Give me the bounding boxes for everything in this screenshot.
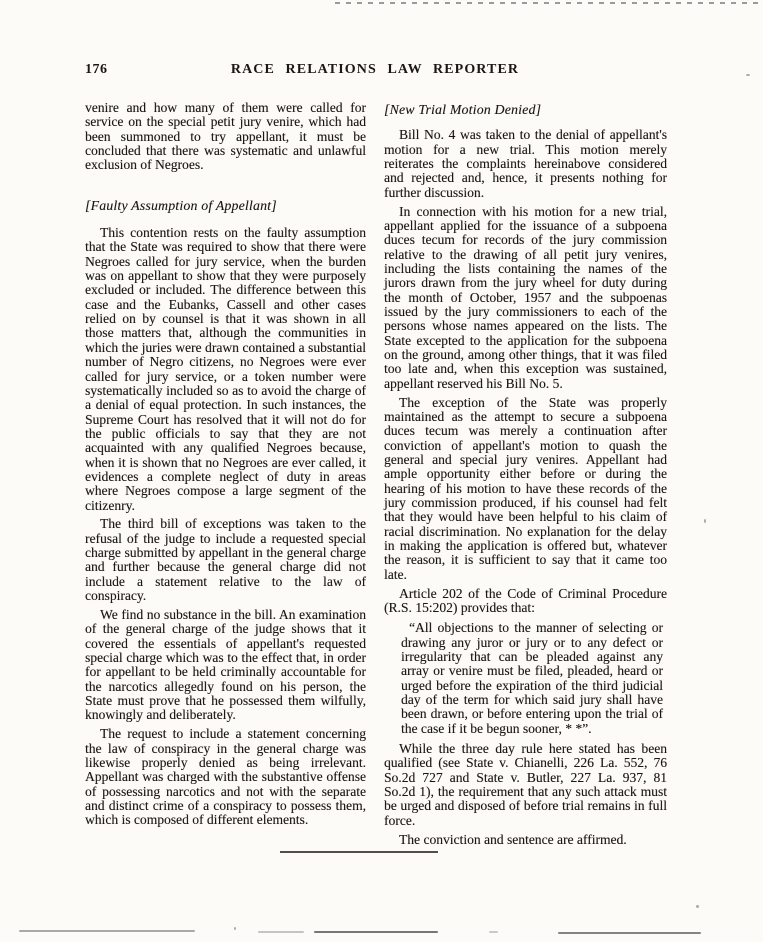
body-paragraph: The request to include a statement concerning the law of conspiracy in the general charge was likewise properly denied as being irrelevant. Appellant was charged with the substantive offense of possessing narcotics and not with the separate and distinct crime of a conspiracy to possess them, which is composed of different elements. — [85, 726, 366, 828]
two-column-body — [85, 101, 667, 851]
scan-artifact-bottom-line — [558, 932, 701, 934]
scan-artifact-speck — [234, 927, 236, 930]
right-column — [384, 101, 667, 851]
page-header — [85, 62, 665, 82]
journal-title: RACE RELATIONS LAW REPORTER — [230, 62, 520, 77]
scan-artifact-bottom-line — [314, 931, 438, 933]
scan-artifact-speck — [696, 905, 699, 908]
scan-artifact-speck — [746, 74, 750, 76]
body-paragraph: We find no substance in the bill. An examination of the general charge of the judge shows that it covered the essentials of appellant's requested special charge which was to the effect that, in order for appellant to be held criminally accountable for the narcotics allegedly found on his person, the State must prove that he possessed them wilfully, knowingly and deliberately. — [85, 607, 366, 723]
scan-artifact-bottom-line — [19, 930, 195, 932]
section-heading-new-trial-motion: [New Trial Motion Denied] — [384, 102, 542, 117]
body-paragraph: The exception of the State was properly maintained as the attempt to secure a subpoena duces tecum was merely a continuation after conviction of appellant's motion to quash the general and special jury venires. Appellant had ample opportunity either before or during the hearing of his motion to have these records of the jury commission produced, if his counsel had felt that they would have been helpful to his claim of racial discrimination. No explanation for the delay in making the application is offered but, whatever the reason, it is sufficient to say that it came too late. — [384, 394, 667, 582]
section-heading-faulty-assumption: [Faulty Assumption of Appellant] — [85, 197, 277, 213]
body-paragraph: Article 202 of the Code of Criminal Procedure (R.S. 15:202) provides that: — [384, 585, 667, 615]
statute-quote: “All objections to the manner of selecting or drawing any juror or jury or to any defect or irregularity that can be pleaded against any array or venire must be filed, pleaded, heard or urged before the expiration of the third judicial day of the term for which said jury shall have been drawn, or before entering upon the trial of the case if it be begun sooner, * *”. — [401, 620, 663, 736]
body-paragraph: The third bill of exceptions was taken to the refusal of the judge to include a requested special charge submitted by appellant in the general charge and further because the general charge did not include a statement relative to the law of conspiracy. — [85, 516, 366, 604]
page-number: 176 — [85, 62, 108, 77]
continuation-paragraph: venire and how many of them were called for service on the special petit jury venire, which had been summoned to try appellant, it must be concluded that there was systematic and unlawful exclusion of Negroes. — [85, 100, 366, 173]
scan-artifact-bottom-line — [489, 931, 498, 933]
body-paragraph: In connection with his motion for a new trial, appellant applied for the issuance of a subpoena duces tecum for records of the jury commission relative to the drawing of all petit jury venires, including the lists containing the names of the jurors drawn from the jury wheel for duty during the month of October, 1957 and the subpoenas issued by the jury commissioners to each of the persons whose names appeared on the lists. The State excepted to the application for the subpoena on the ground, among other things, that it was filed too late and, when this exception was sustained, appellant reserved his Bill No. 5. — [384, 203, 667, 391]
scan-artifact-bottom-line — [258, 931, 304, 933]
body-paragraph: Bill No. 4 was taken to the denial of appellant's motion for a new trial. This motion merely reiterates the complaints hereinabove considered and rejected and, hence, it presents nothing for further discussion. — [384, 127, 667, 200]
left-column — [85, 101, 366, 851]
body-paragraph: This contention rests on the faulty assumption that the State was required to show that there were Negroes called for jury service, when the burden was on appellant to show that they were purposely excluded or included. The difference between this case and the Eubanks, Cassell and other cases relied on by counsel is that it was shown in all those matters that, although the communities in which the juries were drawn contained a substantial number of Negro citizens, no Negroes were ever called for jury service, or a token number were systematically included so as to avoid the charge of a denial of equal protection. In such instances, the Supreme Court has resolved that it will not do for the public officials to say that they are not acquainted with any qualified Negroes because, when it is shown that no Negroes are ever called, it evidences a complete neglect of duty in areas where Negroes compose a large segment of the citizenry. — [85, 225, 366, 513]
body-paragraph: While the three day rule here stated has been qualified (see State v. Chianelli, 226 La. 552, 76 So.2d 727 and State v. Butler, 227 La. 937, 81 So.2d 1), the requirement that any such attack must be urged and disposed of before trial remains in full force. — [384, 740, 667, 828]
scan-artifact-speck — [704, 519, 706, 523]
scan-artifact-top-dotted-line — [335, 2, 763, 4]
case-separator-rule — [280, 851, 438, 853]
body-paragraph: The conviction and sentence are affirmed. — [399, 831, 627, 847]
